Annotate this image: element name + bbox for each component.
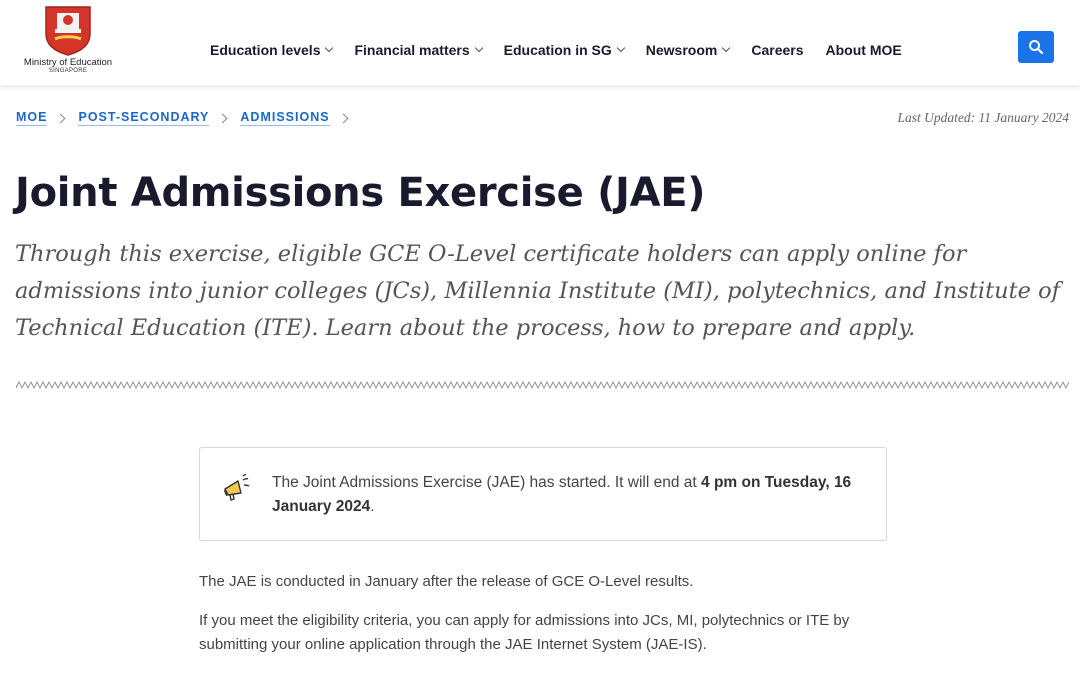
nav-about-moe[interactable] <box>826 42 902 58</box>
callout-text <box>272 471 872 519</box>
logo-sub: SINGAPORE <box>48 68 88 74</box>
chevron-down-icon <box>325 44 333 52</box>
megaphone-icon <box>222 474 252 502</box>
last-updated: Last Updated: 11 January 2024 <box>897 110 1069 125</box>
nav-label: Careers <box>751 42 804 58</box>
main-nav <box>210 42 924 58</box>
body-paragraph-1: The JAE is conducted in January after the release of GCE O-Level results. <box>199 573 694 590</box>
chevron-down-icon <box>617 44 625 52</box>
chevron-right-icon <box>338 113 348 123</box>
logo-name: Ministry of Education <box>23 57 113 68</box>
chevron-down-icon <box>722 44 730 52</box>
search-icon <box>1028 39 1044 55</box>
search-button[interactable] <box>1018 31 1054 63</box>
nav-label: About MOE <box>825 42 902 58</box>
site-header <box>0 0 1080 86</box>
nav-label: Education levels <box>210 42 321 58</box>
nav-label: Financial matters <box>354 42 470 58</box>
nav-financial-matters[interactable] <box>354 42 481 58</box>
moe-logo[interactable] <box>18 4 118 80</box>
callout-deadline: 4 pm on Tuesday, 16 January 2024 <box>272 474 852 515</box>
breadcrumb-admissions[interactable]: ADMISSIONS <box>240 110 330 124</box>
callout-text-end: . <box>370 498 375 515</box>
chevron-down-icon <box>474 44 482 52</box>
nav-label: Education in SG <box>503 42 612 58</box>
nav-education-levels[interactable] <box>210 42 332 58</box>
nav-newsroom[interactable] <box>646 42 730 58</box>
breadcrumb <box>16 110 361 126</box>
breadcrumb-post-secondary[interactable]: POST-SECONDARY <box>78 110 210 124</box>
page-title: Joint Admissions Exercise (JAE) <box>15 170 706 216</box>
nav-education-in-sg[interactable] <box>504 42 624 58</box>
announcement-callout <box>199 447 887 541</box>
page-lead: Through this exercise, eligible GCE O-Level certificate holders can apply online for admissions into junior colleges (JCs), Millennia Institute (MI), polytechnics, and Institute of Technical Education (ITE). Learn about the process, how to prepare and apply. <box>15 241 1060 341</box>
wavy-divider <box>16 380 1070 390</box>
nav-label: Newsroom <box>645 42 718 58</box>
breadcrumb-moe[interactable]: MOE <box>16 110 48 124</box>
chevron-right-icon <box>56 113 66 123</box>
callout-text-start: The Joint Admissions Exercise (JAE) has started. It will end at <box>272 474 702 491</box>
nav-careers[interactable] <box>751 42 803 58</box>
chevron-right-icon <box>218 113 228 123</box>
moe-crest-icon <box>43 4 93 56</box>
body-paragraph-2: If you meet the eligibility criteria, you can apply for admissions into JCs, MI, polytechnics or ITE by submitting your online application through the JAE Internet System (JAE-IS). <box>199 612 850 653</box>
